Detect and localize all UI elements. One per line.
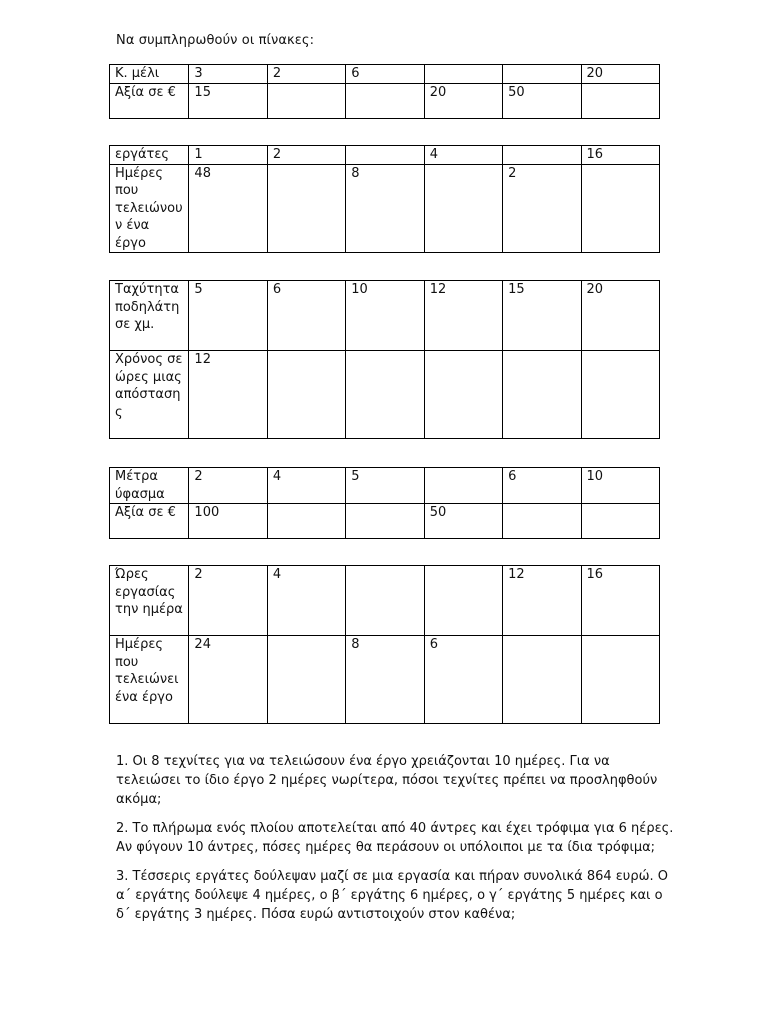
table-cell (267, 351, 345, 439)
table-cell (424, 566, 502, 636)
table-cell: 10 (581, 468, 659, 504)
table-fabric (109, 467, 660, 539)
table-cell (503, 351, 581, 439)
table-cell (581, 351, 659, 439)
table-row (110, 566, 660, 636)
table-row (110, 83, 660, 118)
table-cell: 6 (346, 65, 424, 84)
page-title: Να συμπληρωθούν οι πίνακες: (116, 33, 315, 48)
table-honey (109, 64, 660, 119)
table-cell: 1 (189, 146, 267, 165)
table-cell: 4 (424, 146, 502, 165)
table-cell (581, 636, 659, 724)
table-cell (267, 504, 345, 539)
table-cell: 12 (189, 351, 267, 439)
table-cell: 6 (503, 468, 581, 504)
table-cell: 20 (581, 65, 659, 84)
table-workers (109, 145, 660, 253)
table-cell (424, 351, 502, 439)
table-cell: 100 (189, 504, 267, 539)
table-cell (424, 65, 502, 84)
table-cell: 16 (581, 566, 659, 636)
row-label: Κ. μέλι (110, 65, 189, 84)
table-cell: 12 (424, 281, 502, 351)
table-cell: 2 (267, 65, 345, 84)
row-label: Αξία σε € (110, 504, 189, 539)
table-cell (581, 83, 659, 118)
row-label: Ημέρες που τελειώνουν ένα έργο (110, 164, 189, 253)
table-cell (346, 83, 424, 118)
table-cell: 6 (267, 281, 345, 351)
table-cell: 50 (503, 83, 581, 118)
table-cell: 15 (503, 281, 581, 351)
table-cell (503, 65, 581, 84)
table-cell: 16 (581, 146, 659, 165)
table-cell (346, 351, 424, 439)
table-cell (346, 146, 424, 165)
table-cell (267, 636, 345, 724)
table-row (110, 164, 660, 253)
table-cell (267, 164, 345, 253)
table-row (110, 146, 660, 165)
table-cell: 20 (581, 281, 659, 351)
table-cell (581, 164, 659, 253)
row-label: Ταχύτητα ποδηλάτη σε χμ. (110, 281, 189, 351)
row-label: Μέτρα ύφασμα (110, 468, 189, 504)
table-cell: 10 (346, 281, 424, 351)
table-cell: 48 (189, 164, 267, 253)
table-cell: 50 (424, 504, 502, 539)
problem-2: 2. Το πλήρωμα ενός πλοίου αποτελείται από 40 άντρες και έχει τρόφιμα για 6 ηέρες. Αν φύγουν 10 άντρες, πόσες ημέρες θα περάσουν οι υπόλοιποι με τα ίδια τρόφιμα; (116, 821, 674, 855)
table-row (110, 281, 660, 351)
table-row (110, 468, 660, 504)
table-cell (346, 566, 424, 636)
row-label: Ώρες εργασίας την ημέρα (110, 566, 189, 636)
table-cell (267, 83, 345, 118)
table-cell: 15 (189, 83, 267, 118)
table-cell: 4 (267, 468, 345, 504)
table-cell (503, 146, 581, 165)
table-cell (424, 164, 502, 253)
row-label: εργάτες (110, 146, 189, 165)
table-cell: 2 (189, 566, 267, 636)
word-problems (116, 752, 676, 934)
problem-1: 1. Οι 8 τεχνίτες για να τελειώσουν ένα έργο χρειάζονται 10 ημέρες. Για να τελειώσει το ίδιο έργο 2 ημέρες νωρίτερα, πόσοι τεχνίτες πρέπει να προσληφθούν ακόμα; (116, 754, 658, 807)
table-cell: 6 (424, 636, 502, 724)
table-cell: 3 (189, 65, 267, 84)
table-bike-speed (109, 280, 660, 439)
table-row (110, 65, 660, 84)
row-label: Αξία σε € (110, 83, 189, 118)
table-cell (346, 504, 424, 539)
table-cell (503, 636, 581, 724)
table-cell: 4 (267, 566, 345, 636)
row-label: Χρόνος σε ώρες μιας απόστασης (110, 351, 189, 439)
table-cell: 5 (346, 468, 424, 504)
table-cell (503, 504, 581, 539)
table-row (110, 504, 660, 539)
table-cell: 2 (267, 146, 345, 165)
table-cell: 24 (189, 636, 267, 724)
table-cell (581, 504, 659, 539)
table-cell (424, 468, 502, 504)
table-work-hours (109, 565, 660, 724)
problem-3: 3. Τέσσερις εργάτες δούλεψαν μαζί σε μια εργασία και πήραν συνολικά 864 ευρώ. Ο α΄ εργάτης δούλεψε 4 ημέρες, ο β΄ εργάτης 6 ημέρες, ο γ΄ εργάτης 5 ημέρες και ο δ΄ εργάτης 3 ημέρες. Πόσα ευρώ αντιστοιχούν στον καθένα; (116, 869, 668, 922)
table-cell: 20 (424, 83, 502, 118)
table-cell: 2 (503, 164, 581, 253)
table-row (110, 636, 660, 724)
table-cell: 2 (189, 468, 267, 504)
row-label: Ημέρες που τελειώνει ένα έργο (110, 636, 189, 724)
table-cell: 12 (503, 566, 581, 636)
table-cell: 5 (189, 281, 267, 351)
table-cell: 8 (346, 164, 424, 253)
table-cell: 8 (346, 636, 424, 724)
table-row (110, 351, 660, 439)
